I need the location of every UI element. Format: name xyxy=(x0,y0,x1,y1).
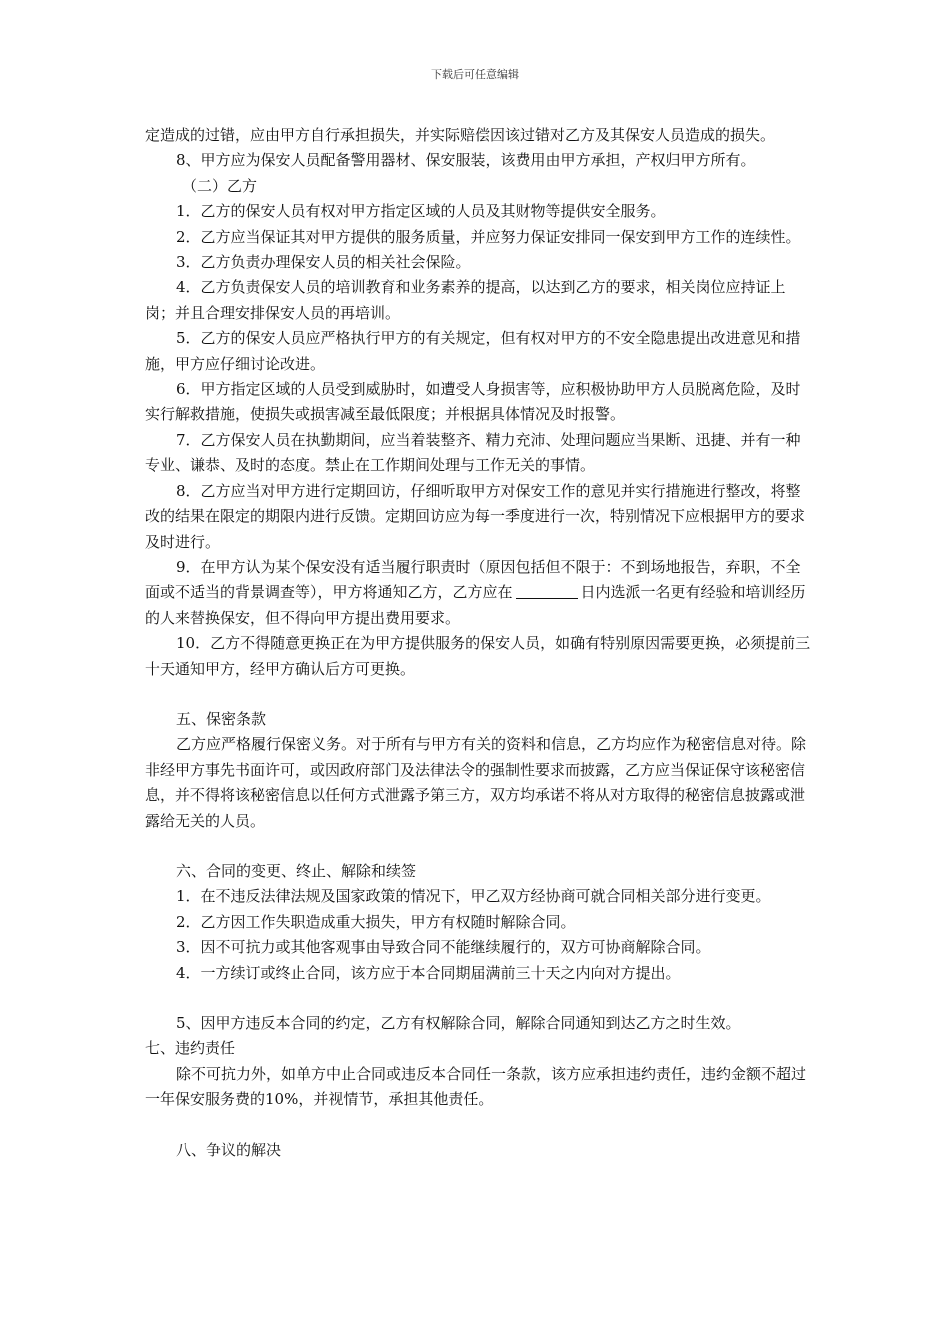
paragraph: 5．乙方的保安人员应严格执行甲方的有关规定，但有权对甲方的不安全隐患提出改进意见和措施，甲方应仔细讨论改进。 xyxy=(145,329,801,373)
paragraph-part: 日内选派一名更有经验和培训经历的人来替换保安，但不得向甲方提出费用要求。 xyxy=(145,583,806,627)
paragraph: 3．因不可抗力或其他客观事由导致合同不能继续履行的，双方可协商解除合同。 xyxy=(176,938,711,957)
paragraph: 5、因甲方违反本合同的约定，乙方有权解除合同，解除合同通知到达乙方之时生效。 xyxy=(176,1014,741,1032)
paragraph: 10．乙方不得随意更换正在为甲方提供服务的保安人员，如确有特别原因需要更换，必须提前三十天通知甲方，经甲方确认后方可更换。 xyxy=(145,634,811,678)
section-heading: 六、合同的变更、终止、解除和续签 xyxy=(176,861,417,880)
spacer xyxy=(145,986,815,1011)
section-heading: 七、违约责任 xyxy=(145,1039,236,1058)
paragraph-part: 9．在甲方认为某个保安没有适当履行职责时（原因包括但不限于：不到场地报告，弃职，不全面或不适当的背景调查等），甲方将通知乙方，乙方应在 xyxy=(145,557,801,602)
paragraph: 6．甲方指定区域的人员受到威胁时，如遭受人身损害等，应积极协助甲方人员脱离危险，及时实行解救措施，使损失或损害减至最低限度；并根据具体情况及时报警。 xyxy=(145,380,801,424)
paragraph: 4．一方续订或终止合同，该方应于本合同期届满前三十天之内向对方提出。 xyxy=(176,963,681,982)
paragraph: 2．乙方因工作失职造成重大损失，甲方有权随时解除合同。 xyxy=(176,912,576,931)
document-body xyxy=(145,123,815,1163)
spacer xyxy=(145,1113,815,1138)
spacer xyxy=(145,834,815,859)
paragraph: 3．乙方负责办理保安人员的相关社会保险。 xyxy=(176,253,471,272)
paragraph: 7．乙方保安人员在执勤期间，应当着装整齐、精力充沛、处理问题应当果断、迅捷、并有一种专业、谦恭、及时的态度。禁止在工作期间处理与工作无关的事情。 xyxy=(145,430,801,475)
spacer xyxy=(145,682,815,707)
paragraph: 乙方应严格履行保密义务。对于所有与甲方有关的资料和信息，乙方均应作为秘密信息对待。除非经甲方事先书面许可，或因政府部门及法律法令的强制性要求而披露，乙方应当保证保守该秘密信息，并不得将该秘密信息以任何方式泄露予第三方，双方均承诺不将从对方取得的秘密信息披露或泄露给无关的人员。 xyxy=(145,735,807,830)
paragraph: 定造成的过错，应由甲方自行承担损失，并实际赔偿因该过错对乙方及其保安人员造成的损失。 xyxy=(145,126,776,144)
paragraph: 8．乙方应当对甲方进行定期回访，仔细听取甲方对保安工作的意见并实行措施进行整改，将整改的结果在限定的期限内进行反馈。定期回访应为每一季度进行一次，特别情况下应根据甲方的要求及时进行。 xyxy=(145,481,806,551)
paragraph: 1．乙方的保安人员有权对甲方指定区域的人员及其财物等提供安全服务。 xyxy=(176,202,666,221)
page-header: 下载后可任意编辑 xyxy=(431,68,519,81)
fill-in-blank xyxy=(516,583,578,599)
section-heading: （二）乙方 xyxy=(182,176,258,195)
paragraph: 除不可抗力外，如单方中止合同或违反本合同任一条款，该方应承担违约责任，违约金额不超过一年保安服务费的10%，并视情节，承担其他责任。 xyxy=(145,1064,807,1109)
paragraph: 1．在不违反法律法规及国家政策的情况下，甲乙双方经协商可就合同相关部分进行变更。 xyxy=(176,887,771,906)
paragraph: 8、甲方应为保安人员配备警用器材、保安服装，该费用由甲方承担，产权归甲方所有。 xyxy=(176,151,756,170)
section-heading: 五、保密条款 xyxy=(176,709,267,728)
section-heading: 八、争议的解决 xyxy=(176,1140,282,1159)
paragraph: 4．乙方负责保安人员的培训教育和业务素养的提高，以达到乙方的要求，相关岗位应持证上岗；并且合理安排保安人员的再培训。 xyxy=(145,278,786,322)
paragraph xyxy=(145,555,815,631)
paragraph: 2．乙方应当保证其对甲方提供的服务质量，并应努力保证安排同一保安到甲方工作的连续性。 xyxy=(176,227,801,246)
